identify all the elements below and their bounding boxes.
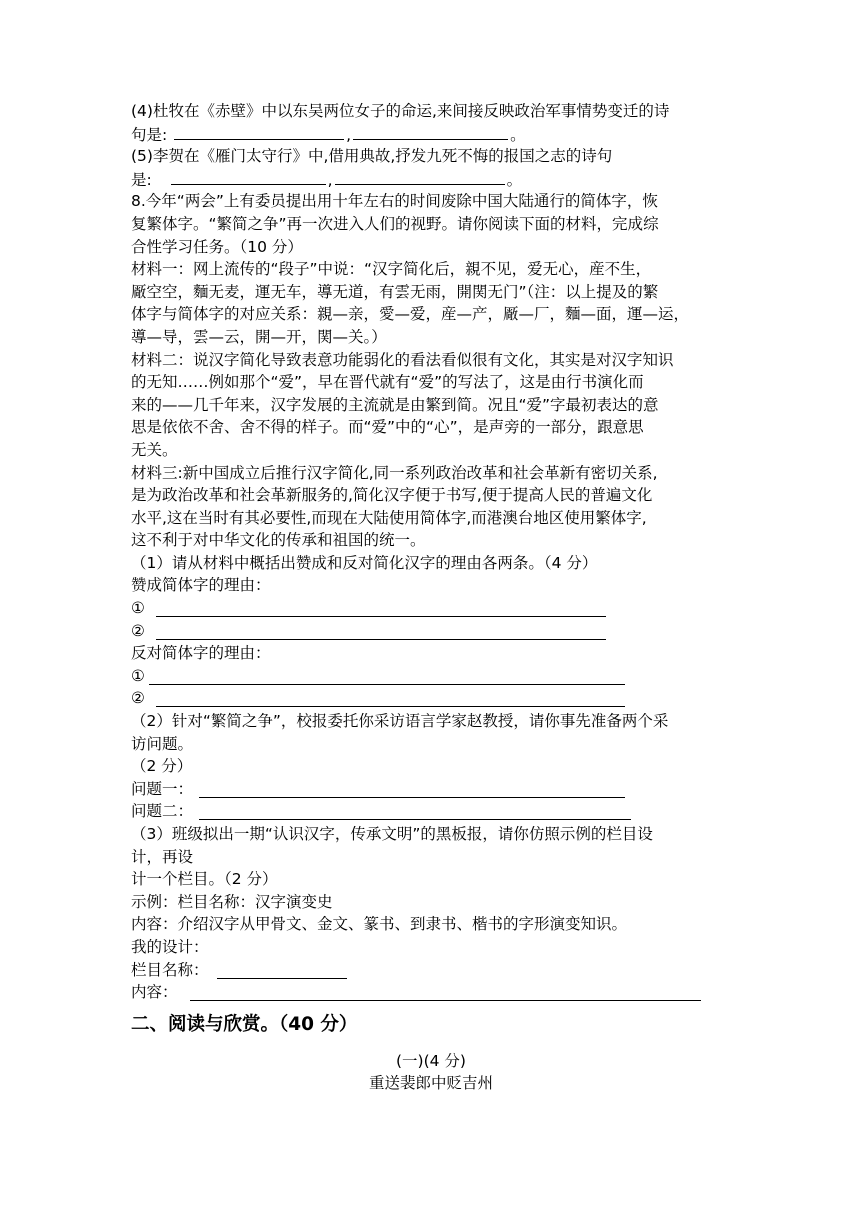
material1-line: 材料一：网上流传的“段子”中说：“汉字简化后，親不见，爱无心，産不生， [131, 260, 652, 279]
q8-intro-line: 合性学习任务。（10 分） [131, 237, 303, 256]
column-content-row [131, 981, 731, 1004]
support-answer-line-2[interactable] [156, 639, 606, 640]
sub1-prompt: （1）请从材料中概括出赞成和反对简化汉字的理由各两条。（4 分） [131, 553, 598, 572]
sub2-prompt-line: 访问题。 [131, 734, 194, 753]
q5-line2 [131, 168, 731, 191]
q5-prefix: 是: [131, 170, 152, 189]
section-2-heading: 二、阅读与欣赏。（40 分） [131, 1013, 358, 1035]
q5-sep: , [327, 170, 333, 189]
sub3-prompt-line: （3）班级拟出一期“认识汉字，传承文明”的黑板报，请你仿照示例的栏目设 [131, 825, 653, 843]
material2-line: 材料二：说汉字简化导致表意功能弱化的看法看似很有文化，其实是对汉字知识 [131, 350, 674, 369]
q5-blank-2[interactable] [335, 168, 505, 185]
q4-blank-2[interactable] [353, 123, 508, 140]
oppose-label: 反对简体字的理由： [131, 644, 271, 663]
material2-line: 的无知……例如那个“爱”，早在晋代就有“爱”的写法了，这是由行书演化而 [131, 373, 644, 392]
section-2-subheading: (一)(4 分) [396, 1051, 466, 1070]
example-content: 内容：介绍汉字从甲骨文、金文、篆书、到隶书、楷书的字形演变知识。 [131, 915, 628, 934]
column-name-row [131, 959, 731, 982]
exam-page [131, 100, 731, 1095]
q4-end: 。 [510, 125, 526, 144]
material2-line: 思是依依不舍、舍不得的样子。而“爱”中的“心”，是声旁的一部分，跟意思 [131, 418, 644, 437]
material3-line: 水平,这在当时有其必要性,而现在大陆使用简体字,而港澳台地区使用繁体字, [131, 508, 647, 527]
circle-1-marker: ① [131, 599, 145, 618]
oppose-reason-2 [131, 687, 731, 710]
column-content-answer-line[interactable] [190, 1000, 701, 1001]
question-2-answer-line[interactable] [199, 819, 631, 820]
q5-blank-1[interactable] [171, 168, 326, 185]
column-name-answer-line[interactable] [217, 978, 347, 979]
q5-end: 。 [506, 170, 523, 189]
support-reason-2 [131, 620, 731, 643]
interview-question-1 [131, 778, 731, 801]
material2-line: 来的——几千年来，汉字发展的主流就是由繁到简。况且“爱”字最初表达的意 [131, 395, 659, 414]
circle-1-marker: ① [131, 666, 145, 685]
material1-line: 厰空空，麵无麦，運无车，導无道，有雲无雨，開関无门”（注：以上提及的繁 [131, 282, 659, 301]
material3-line: 这不利于对中华文化的传承和祖国的统一。 [131, 531, 426, 550]
support-reason-1 [131, 597, 731, 620]
circle-2-marker: ② [131, 689, 145, 708]
material1-line: 導—导，雲—云，開—开，関—关。） [131, 327, 387, 346]
question-1-answer-line[interactable] [199, 797, 625, 798]
oppose-answer-line-2[interactable] [156, 706, 625, 707]
q5-line1: (5)李贺在《雁门太守行》中,借用典故,抒发九死不悔的报国之志的诗句 [131, 147, 613, 166]
interview-question-2 [131, 800, 731, 823]
question-1-label: 问题一： [131, 779, 194, 798]
support-answer-line-1[interactable] [156, 616, 606, 617]
poem-title: 重送裴郎中贬吉州 [368, 1074, 493, 1093]
sub2-prompt-line: （2）针对“繁简之争”，校报委托你采访语言学家赵教授，请你事先准备两个采 [131, 712, 669, 731]
material1-line: 体字与简体字的对应关系：親—亲，愛—爱，産—产，厰—厂，麵—面，運—运， [131, 305, 690, 324]
column-content-label: 内容： [131, 983, 178, 1002]
column-name-label: 栏目名称： [131, 960, 209, 979]
material2-line: 无关。 [131, 440, 178, 459]
sub2-prompt-line: （2 分） [131, 757, 193, 776]
sub3-prompt-line: 计一个栏目。（2 分） [131, 870, 278, 889]
q8-intro-line: 8.今年“两会”上有委员提出用十年左右的时间废除中国大陆通行的简体字，恢 [131, 192, 658, 211]
question-2-label: 问题二： [131, 802, 194, 821]
q4-prefix: 句是: [131, 125, 168, 144]
my-design-label: 我的设计： [131, 937, 209, 956]
oppose-answer-line-1[interactable] [149, 684, 625, 685]
q4-line2 [131, 123, 731, 146]
material3-line: 材料三:新中国成立后推行汉字简化,同一系列政治改革和社会革新有密切关系, [131, 463, 658, 482]
q4-sep: , [346, 125, 352, 144]
material3-line: 是为政治改革和社会革新服务的,简化汉字便于书写,便于提高人民的普遍文化 [131, 486, 653, 505]
circle-2-marker: ② [131, 621, 145, 640]
example-name: 示例：栏目名称：汉字演变史 [131, 892, 333, 911]
q8-intro-line: 复繁体字。“繁简之争”再一次进入人们的视野。请你阅读下面的材料，完成综 [131, 214, 659, 233]
sub3-prompt-line: 计，再设 [131, 847, 194, 866]
q4-blank-1[interactable] [174, 123, 344, 140]
oppose-reason-1 [131, 665, 731, 688]
q4-line1: (4)杜牧在《赤壁》中以东吴两位女子的命运,来间接反映政治军事情势变迁的诗 [131, 102, 670, 120]
support-label: 赞成简体字的理由： [131, 576, 271, 595]
